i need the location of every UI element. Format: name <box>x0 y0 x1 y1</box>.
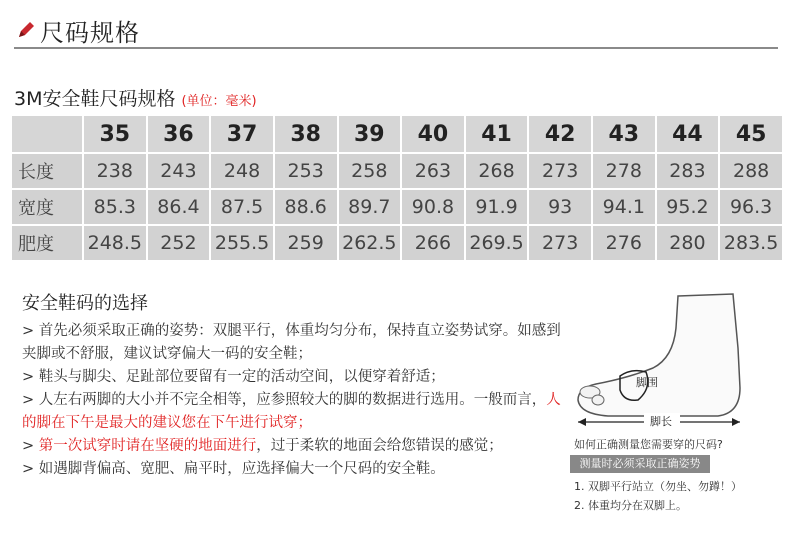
guide-text-normal: ，过于柔软的地面会给您错误的感觉； <box>256 438 503 454</box>
table-cell: 273 <box>529 154 591 188</box>
size-header-cell: 44 <box>657 116 719 152</box>
table-row <box>12 226 782 260</box>
table-cell: 238 <box>84 154 146 188</box>
row-label: 肥度 <box>12 226 82 260</box>
guide-text-highlight: 第一次试穿时请在坚硬的地面进行 <box>38 438 257 454</box>
table-cell: 255.5 <box>211 226 273 260</box>
measure-banner: 测量时必须采取正确姿势 <box>570 455 710 473</box>
size-header-cell: 45 <box>720 116 782 152</box>
girth-label: 脚围 <box>636 377 658 389</box>
table-cell: 90.8 <box>402 190 464 224</box>
table-cell: 262.5 <box>339 226 401 260</box>
measure-question: 如何正确测量您需要穿的尺码? <box>574 438 723 451</box>
guide-heading: 安全鞋码的选择 <box>22 293 148 314</box>
corner-cell <box>12 116 82 152</box>
table-cell: 93 <box>529 190 591 224</box>
row-label: 长度 <box>12 154 82 188</box>
size-header-cell: 42 <box>529 116 591 152</box>
table-cell: 253 <box>275 154 337 188</box>
table-cell: 259 <box>275 226 337 260</box>
table-cell: 263 <box>402 154 464 188</box>
table-cell: 95.2 <box>657 190 719 224</box>
size-header-cell: 35 <box>84 116 146 152</box>
guide-text-normal: > <box>22 438 39 454</box>
table-cell: 86.4 <box>148 190 210 224</box>
guide-item <box>22 435 562 458</box>
measure-step: 1. 双脚平行站立（勿坐、勿蹲！） <box>574 480 742 493</box>
table-cell: 87.5 <box>211 190 273 224</box>
table-cell: 278 <box>593 154 655 188</box>
guide-text-highlight: 人的脚在下午是最大的建议您在下午进行试穿； <box>22 392 561 431</box>
table-cell: 280 <box>657 226 719 260</box>
table-cell: 85.3 <box>84 190 146 224</box>
size-header-cell: 39 <box>339 116 401 152</box>
size-header-cell: 38 <box>275 116 337 152</box>
table-cell: 283 <box>657 154 719 188</box>
size-header-row <box>12 116 782 152</box>
foot-measure-illustration <box>568 288 778 438</box>
pencil-icon <box>16 20 36 40</box>
table-cell: 266 <box>402 226 464 260</box>
guide-item: > 首先必须采取正确的姿势：双腿平行，体重均匀分布，保持直立姿势试穿。如感到夹脚或不舒服，建议试穿偏大一码的安全鞋； <box>22 323 561 362</box>
table-cell: 288 <box>720 154 782 188</box>
guide-text-normal: > 人左右两脚的大小并不完全相等，应参照较大的脚的数据进行选用。一般而言， <box>22 392 547 408</box>
size-header-cell: 36 <box>148 116 210 152</box>
table-cell: 89.7 <box>339 190 401 224</box>
table-cell: 283.5 <box>720 226 782 260</box>
size-header-cell: 41 <box>466 116 528 152</box>
size-chart-heading: 3M安全鞋尺码规格 <box>14 88 176 110</box>
guide-item <box>22 389 562 435</box>
table-cell: 276 <box>593 226 655 260</box>
guide-text <box>22 320 562 481</box>
table-cell: 248 <box>211 154 273 188</box>
toe-shape <box>592 395 604 405</box>
table-cell: 269.5 <box>466 226 528 260</box>
unit-note: (单位：毫米) <box>181 94 257 109</box>
measure-step: 2. 体重均分在双脚上。 <box>574 499 687 512</box>
section-header <box>0 0 790 56</box>
table-cell: 243 <box>148 154 210 188</box>
table-cell: 96.3 <box>720 190 782 224</box>
size-chart-title <box>14 84 257 111</box>
guide-item: > 鞋头与脚尖、足趾部位要留有一定的活动空间，以便穿着舒适； <box>22 369 445 385</box>
table-cell: 91.9 <box>466 190 528 224</box>
size-header-cell: 43 <box>593 116 655 152</box>
size-table <box>10 114 784 262</box>
table-cell: 273 <box>529 226 591 260</box>
length-label: 脚长 <box>650 416 672 428</box>
section-title: 尺码规格 <box>40 19 140 47</box>
size-header-cell: 37 <box>211 116 273 152</box>
title-divider <box>14 47 778 49</box>
table-cell: 258 <box>339 154 401 188</box>
table-row <box>12 190 782 224</box>
size-header-cell: 40 <box>402 116 464 152</box>
arrow-head-right <box>732 418 740 426</box>
guide-item: > 如遇脚背偏高、宽肥、扁平时，应选择偏大一个尺码的安全鞋。 <box>22 461 445 477</box>
arrow-head-left <box>578 418 586 426</box>
table-cell: 88.6 <box>275 190 337 224</box>
table-cell: 252 <box>148 226 210 260</box>
table-cell: 248.5 <box>84 226 146 260</box>
table-row <box>12 154 782 188</box>
table-cell: 268 <box>466 154 528 188</box>
row-label: 宽度 <box>12 190 82 224</box>
table-cell: 94.1 <box>593 190 655 224</box>
